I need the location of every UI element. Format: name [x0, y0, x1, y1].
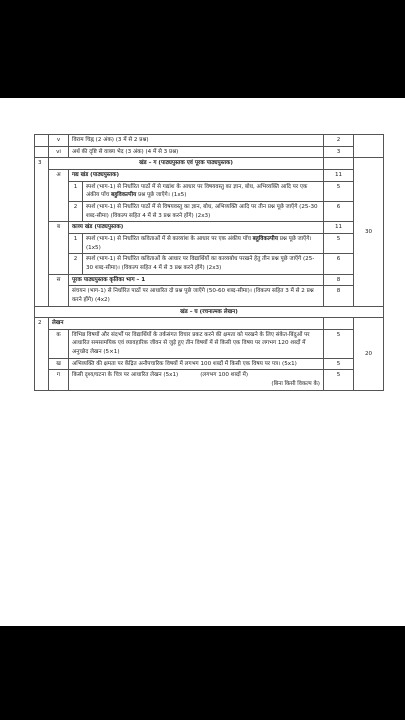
subsection-letter: अ — [49, 169, 69, 221]
row-text: विराम चिह्न (2 अंक) (3 में से 2 प्रश्न) — [69, 135, 324, 147]
section-heading: खंड – घ (रचनात्मक लेखन) — [35, 306, 384, 318]
section-heading: खंड – ग (पाठ्यपुस्तक एवं पूरक पाठ्यपुस्तक) — [49, 158, 324, 170]
item-text: अभिव्यक्ति की क्षमता पर केंद्रित अनौपचारिक विषयों में लगभग 100 शब्दों में किसी एक विषय पर पत्र। (5x1) — [69, 358, 324, 370]
item-marks: 5 — [324, 329, 354, 358]
table-row — [35, 146, 384, 158]
item-marks: 6 — [324, 254, 354, 274]
subsection-marks: 8 — [324, 274, 354, 286]
item-letter: ग — [49, 370, 69, 390]
row-number: v — [49, 135, 69, 147]
item-marks: 5 — [324, 370, 354, 390]
subsection-letter: स — [49, 274, 69, 306]
subsection-marks: 11 — [324, 169, 354, 181]
section-number: 3 — [35, 158, 49, 306]
item-text: स्पर्श (भाग-1) से निर्धारित कविताओं में से काव्यांश के आधार पर एक अंकीय पाँच बहुविकल्पीय प्रश्न पूछे जाएँगे। (1x5) — [83, 233, 324, 253]
table-row — [35, 286, 384, 306]
item-number: 2 — [69, 201, 83, 221]
item-marks: 5 — [324, 233, 354, 253]
table-row — [35, 181, 384, 201]
subsection-marks: 11 — [324, 222, 354, 234]
table-row — [35, 201, 384, 221]
item-number: 1 — [69, 181, 83, 201]
item-marks: 6 — [324, 201, 354, 221]
item-letter: क — [49, 329, 69, 358]
item-text: स्पर्श (भाग-1) से निर्धारित पाठों में से विषयवस्तु का ज्ञान, बोध, अभिव्यक्ति आदि पर तीन प्रश्न पूछे जाएँगे (25-30 शब्द-सीमा) (विकल्प सहित 4 में से 3 प्रश्न करने होंगे) (2x3) — [83, 201, 324, 221]
item-text: संचयन (भाग-1) से निर्धारित पाठों पर आधारित दो प्रश्न पूछे जाएँगे (50-60 शब्द-सीमा)। (विकल्प सहित 3 में से 2 प्रश्न करने होंगे) (4x2) — [69, 286, 324, 306]
table-row — [35, 358, 384, 370]
item-letter: ख — [49, 358, 69, 370]
table-row — [35, 233, 384, 253]
subsection-title: काव्य खंड (पाठ्यपुस्तक) — [69, 222, 324, 234]
item-text: स्पर्श (भाग-1) से निर्धारित पाठों में से गद्यांश के आधार पर विषयवस्तु का ज्ञान, बोध, अभिव्यक्ति आदि पर एक अंकीय पाँच बहुविकल्पीय प्रश्न पूछे जाएँगे। (1x5) — [83, 181, 324, 201]
section-number: 2 — [35, 318, 49, 391]
table-row — [35, 274, 384, 286]
item-marks: 8 — [324, 286, 354, 306]
table-row — [35, 370, 384, 390]
document-page — [0, 98, 405, 626]
section-total: 30 — [354, 158, 384, 306]
item-text: किसी दृश्य/घटना के चित्र पर आधारित लेखन (5x1) (लगभग 100 शब्दों में) (बिना किसी विकल्प के) — [69, 370, 324, 390]
item-number: 1 — [69, 233, 83, 253]
table-row — [35, 222, 384, 234]
subsection-title: पूरक पाठ्यपुस्तक कृतिका भाग – 1 — [69, 274, 324, 286]
table-row — [35, 169, 384, 181]
table-row — [35, 329, 384, 358]
table-row — [35, 318, 384, 330]
row-text: अर्थ की दृष्टि से वाक्य भेद (3 अंक) (4 में से 3 प्रश्न) — [69, 146, 324, 158]
row-marks: 3 — [324, 146, 354, 158]
syllabus-table — [34, 134, 384, 391]
table-row — [35, 254, 384, 274]
item-number: 2 — [69, 254, 83, 274]
subsection-title: गद्य खंड (पाठ्यपुस्तक) — [69, 169, 324, 181]
section-title: लेखन — [49, 318, 324, 330]
item-marks: 5 — [324, 181, 354, 201]
table-row — [35, 135, 384, 147]
item-text: विभिन्न विषयों और संदर्भों पर विद्यार्थियों के तर्कसंगत विचार प्रकट करने की क्षमता को परखने के लिए संकेत-बिंदुओं पर आधारित समसामयिक एवं व्यावहारिक जीवन से जुड़े हुए तीन विषयों में से किसी एक विषय पर लगभग 120 शब्दों में अनुच्छेद लेखन (5×1) — [69, 329, 324, 358]
row-number: vi — [49, 146, 69, 158]
item-text: स्पर्श (भाग-1) से निर्धारित कविताओं के आधार पर विद्यार्थियों का काव्यबोध परखने हेतु तीन प्रश्न पूछे जाएँगे (25-30 शब्द-सीमा)। (विकल्प सहित 4 में से 3 प्रश्न करने होंगे) (2x3) — [83, 254, 324, 274]
subsection-letter: ब — [49, 222, 69, 274]
table-row — [35, 306, 384, 318]
item-marks: 5 — [324, 358, 354, 370]
table-row — [35, 158, 384, 170]
row-marks: 2 — [324, 135, 354, 147]
section-total: 20 — [354, 318, 384, 391]
